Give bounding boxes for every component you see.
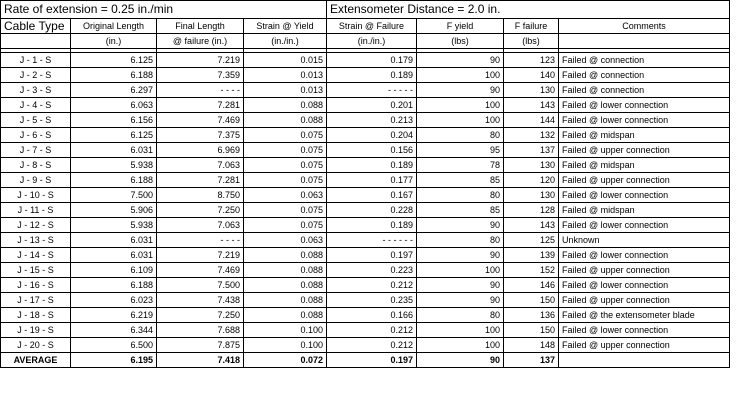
f-failure-cell: 120 [504, 173, 559, 188]
original-length-cell: 5.906 [71, 203, 157, 218]
f-yield-cell: 90 [417, 53, 504, 68]
table-row [1, 53, 730, 68]
f-yield-cell: 100 [417, 263, 504, 278]
average-f-yield: 90 [417, 353, 504, 368]
f-yield-cell: 100 [417, 323, 504, 338]
final-length-cell: 7.438 [157, 293, 244, 308]
cable-id-cell: J - 13 - S [1, 233, 71, 248]
strain-yield-cell: 0.075 [244, 128, 327, 143]
strain-yield-cell: 0.075 [244, 203, 327, 218]
f-failure-cell: 146 [504, 278, 559, 293]
final-length-cell: 6.969 [157, 143, 244, 158]
strain-yield-cell: 0.088 [244, 98, 327, 113]
table-row [1, 308, 730, 323]
f-yield-cell: 80 [417, 188, 504, 203]
f-failure-cell: 144 [504, 113, 559, 128]
strain-failure-cell: 0.189 [327, 68, 417, 83]
f-failure-cell: 137 [504, 143, 559, 158]
f-yield-cell: 80 [417, 308, 504, 323]
table-row [1, 128, 730, 143]
strain-failure-cell: 0.166 [327, 308, 417, 323]
original-length-cell: 6.125 [71, 53, 157, 68]
original-length-cell: 6.109 [71, 263, 157, 278]
comment-cell: Failed @ midspan [559, 158, 730, 173]
f-yield-cell: 90 [417, 293, 504, 308]
f-failure-cell: 143 [504, 218, 559, 233]
strain-yield-cell: 0.075 [244, 173, 327, 188]
final-length-cell: 8.750 [157, 188, 244, 203]
cable-id-cell: J - 9 - S [1, 173, 71, 188]
final-length-cell: 7.875 [157, 338, 244, 353]
table-row [1, 278, 730, 293]
strain-failure-cell: 0.212 [327, 278, 417, 293]
table-row [1, 338, 730, 353]
original-length-cell: 6.031 [71, 248, 157, 263]
final-length-cell: 7.219 [157, 248, 244, 263]
comment-cell: Failed @ lower connection [559, 323, 730, 338]
cable-id-cell: J - 10 - S [1, 188, 71, 203]
average-row [1, 353, 730, 368]
comment-cell: Unknown [559, 233, 730, 248]
comment-cell: Failed @ lower connection [559, 218, 730, 233]
final-length-cell: 7.375 [157, 128, 244, 143]
final-length-cell: 7.219 [157, 53, 244, 68]
original-length-cell: 5.938 [71, 218, 157, 233]
final-length-cell: 7.469 [157, 113, 244, 128]
f-yield-cell: 90 [417, 278, 504, 293]
final-length-cell: 7.281 [157, 173, 244, 188]
original-length-cell: 6.219 [71, 308, 157, 323]
f-failure-cell: 150 [504, 293, 559, 308]
table-row [1, 218, 730, 233]
comment-cell: Failed @ midspan [559, 128, 730, 143]
units-strain-failure: (in./in.) [327, 34, 417, 49]
cable-id-cell: J - 15 - S [1, 263, 71, 278]
f-yield-cell: 100 [417, 68, 504, 83]
cable-id-cell: J - 20 - S [1, 338, 71, 353]
comment-cell: Failed @ connection [559, 83, 730, 98]
extensometer-distance: Extensometer Distance = 2.0 in. [327, 1, 730, 19]
f-failure-cell: 140 [504, 68, 559, 83]
comment-cell: Failed @ the extensometer blade [559, 308, 730, 323]
final-length-cell: 7.500 [157, 278, 244, 293]
units-final-length: @ failure (in.) [157, 34, 244, 49]
f-failure-cell: 125 [504, 233, 559, 248]
final-length-cell: 7.688 [157, 323, 244, 338]
comment-cell: Failed @ upper connection [559, 263, 730, 278]
strain-failure-cell: 0.189 [327, 218, 417, 233]
strain-failure-cell: 0.201 [327, 98, 417, 113]
strain-failure-cell: 0.189 [327, 158, 417, 173]
f-yield-cell: 100 [417, 98, 504, 113]
comment-cell: Failed @ upper connection [559, 338, 730, 353]
strain-yield-cell: 0.015 [244, 53, 327, 68]
f-failure-cell: 130 [504, 158, 559, 173]
header-strain-yield: Strain @ Yield [244, 19, 327, 34]
f-yield-cell: 85 [417, 203, 504, 218]
units-f-failure: (lbs) [504, 34, 559, 49]
strain-failure-cell: 0.167 [327, 188, 417, 203]
final-length-cell: 7.469 [157, 263, 244, 278]
f-yield-cell: 90 [417, 218, 504, 233]
header-f-failure: F failure [504, 19, 559, 34]
f-yield-cell: 90 [417, 248, 504, 263]
f-failure-cell: 130 [504, 188, 559, 203]
original-length-cell: 6.023 [71, 293, 157, 308]
strain-yield-cell: 0.088 [244, 263, 327, 278]
cable-id-cell: J - 1 - S [1, 53, 71, 68]
comment-cell: Failed @ upper connection [559, 293, 730, 308]
f-failure-cell: 136 [504, 308, 559, 323]
final-length-cell: - - - - [157, 83, 244, 98]
strain-failure-cell: 0.156 [327, 143, 417, 158]
f-yield-cell: 80 [417, 233, 504, 248]
header-row [1, 19, 730, 34]
original-length-cell: 6.500 [71, 338, 157, 353]
table-row [1, 173, 730, 188]
cable-id-cell: J - 6 - S [1, 128, 71, 143]
header-strain-failure: Strain @ Failure [327, 19, 417, 34]
f-failure-cell: 128 [504, 203, 559, 218]
comment-cell: Failed @ lower connection [559, 248, 730, 263]
f-yield-cell: 95 [417, 143, 504, 158]
strain-failure-cell: - - - - - [327, 83, 417, 98]
table-row [1, 68, 730, 83]
original-length-cell: 6.031 [71, 143, 157, 158]
f-yield-cell: 90 [417, 83, 504, 98]
strain-failure-cell: 0.213 [327, 113, 417, 128]
final-length-cell: 7.063 [157, 158, 244, 173]
strain-failure-cell: 0.197 [327, 248, 417, 263]
strain-yield-cell: 0.088 [244, 293, 327, 308]
f-failure-cell: 123 [504, 53, 559, 68]
original-length-cell: 5.938 [71, 158, 157, 173]
table-row [1, 158, 730, 173]
comment-cell: Failed @ connection [559, 53, 730, 68]
strain-yield-cell: 0.013 [244, 68, 327, 83]
average-f-failure: 137 [504, 353, 559, 368]
original-length-cell: 6.125 [71, 128, 157, 143]
strain-yield-cell: 0.013 [244, 83, 327, 98]
cable-id-cell: J - 11 - S [1, 203, 71, 218]
strain-failure-cell: 0.204 [327, 128, 417, 143]
cable-id-cell: J - 18 - S [1, 308, 71, 323]
original-length-cell: 6.156 [71, 113, 157, 128]
cable-id-cell: J - 8 - S [1, 158, 71, 173]
average-label: AVERAGE [1, 353, 71, 368]
strain-failure-cell: 0.235 [327, 293, 417, 308]
strain-failure-cell: 0.179 [327, 53, 417, 68]
strain-yield-cell: 0.075 [244, 218, 327, 233]
f-yield-cell: 80 [417, 128, 504, 143]
info-row [1, 1, 730, 19]
rate-of-extension: Rate of extension = 0.25 in./min [1, 1, 327, 19]
table-row [1, 203, 730, 218]
table-row [1, 143, 730, 158]
comment-cell: Failed @ upper connection [559, 143, 730, 158]
original-length-cell: 6.344 [71, 323, 157, 338]
strain-failure-cell: 0.212 [327, 338, 417, 353]
average-strain-yield: 0.072 [244, 353, 327, 368]
f-failure-cell: 130 [504, 83, 559, 98]
strain-failure-cell: 0.228 [327, 203, 417, 218]
f-failure-cell: 152 [504, 263, 559, 278]
strain-yield-cell: 0.075 [244, 158, 327, 173]
original-length-cell: 6.188 [71, 278, 157, 293]
strain-yield-cell: 0.100 [244, 323, 327, 338]
table-row [1, 98, 730, 113]
f-failure-cell: 150 [504, 323, 559, 338]
original-length-cell: 6.188 [71, 173, 157, 188]
strain-yield-cell: 0.063 [244, 188, 327, 203]
original-length-cell: 6.063 [71, 98, 157, 113]
cable-id-cell: J - 17 - S [1, 293, 71, 308]
average-final-length: 7.418 [157, 353, 244, 368]
comment-cell: Failed @ midspan [559, 203, 730, 218]
header-comments: Comments [559, 19, 730, 34]
strain-yield-cell: 0.088 [244, 278, 327, 293]
average-comment [559, 353, 730, 368]
strain-yield-cell: 0.100 [244, 338, 327, 353]
strain-failure-cell: 0.212 [327, 323, 417, 338]
header-original-length: Original Length [71, 19, 157, 34]
comment-cell: Failed @ connection [559, 68, 730, 83]
strain-failure-cell: 0.177 [327, 173, 417, 188]
cable-id-cell: J - 3 - S [1, 83, 71, 98]
original-length-cell: 6.031 [71, 233, 157, 248]
strain-failure-cell: 0.223 [327, 263, 417, 278]
cable-id-cell: J - 14 - S [1, 248, 71, 263]
comment-cell: Failed @ lower connection [559, 98, 730, 113]
units-f-yield: (lbs) [417, 34, 504, 49]
original-length-cell: 6.297 [71, 83, 157, 98]
final-length-cell: 7.281 [157, 98, 244, 113]
cable-id-cell: J - 12 - S [1, 218, 71, 233]
comment-cell: Failed @ lower connection [559, 278, 730, 293]
header-final-length: Final Length [157, 19, 244, 34]
table-row [1, 83, 730, 98]
original-length-cell: 7.500 [71, 188, 157, 203]
cable-id-cell: J - 19 - S [1, 323, 71, 338]
f-failure-cell: 148 [504, 338, 559, 353]
table-row [1, 293, 730, 308]
comment-cell: Failed @ lower connection [559, 113, 730, 128]
strain-yield-cell: 0.088 [244, 113, 327, 128]
cable-id-cell: J - 7 - S [1, 143, 71, 158]
f-failure-cell: 139 [504, 248, 559, 263]
header-f-yield: F yield [417, 19, 504, 34]
units-cable-type [1, 34, 71, 49]
table-row [1, 263, 730, 278]
table-row [1, 323, 730, 338]
cable-id-cell: J - 16 - S [1, 278, 71, 293]
f-yield-cell: 100 [417, 338, 504, 353]
units-comments [559, 34, 730, 49]
average-original-length: 6.195 [71, 353, 157, 368]
strain-yield-cell: 0.075 [244, 143, 327, 158]
strain-failure-cell: - - - - - - [327, 233, 417, 248]
final-length-cell: 7.250 [157, 203, 244, 218]
final-length-cell: 7.359 [157, 68, 244, 83]
cable-id-cell: J - 4 - S [1, 98, 71, 113]
final-length-cell: 7.250 [157, 308, 244, 323]
table-row [1, 113, 730, 128]
final-length-cell: - - - - [157, 233, 244, 248]
comment-cell: Failed @ upper connection [559, 173, 730, 188]
table-row [1, 248, 730, 263]
table-row [1, 188, 730, 203]
units-original-length: (in.) [71, 34, 157, 49]
final-length-cell: 7.063 [157, 218, 244, 233]
strain-yield-cell: 0.063 [244, 233, 327, 248]
f-yield-cell: 85 [417, 173, 504, 188]
strain-yield-cell: 0.088 [244, 248, 327, 263]
comment-cell: Failed @ lower connection [559, 188, 730, 203]
f-yield-cell: 100 [417, 113, 504, 128]
f-failure-cell: 132 [504, 128, 559, 143]
f-yield-cell: 78 [417, 158, 504, 173]
table-row [1, 233, 730, 248]
cable-id-cell: J - 5 - S [1, 113, 71, 128]
units-row [1, 34, 730, 49]
strain-yield-cell: 0.088 [244, 308, 327, 323]
average-strain-failure: 0.197 [327, 353, 417, 368]
cable-id-cell: J - 2 - S [1, 68, 71, 83]
units-strain-yield: (in./in.) [244, 34, 327, 49]
original-length-cell: 6.188 [71, 68, 157, 83]
f-failure-cell: 143 [504, 98, 559, 113]
header-cable-type: Cable Type [1, 19, 71, 34]
